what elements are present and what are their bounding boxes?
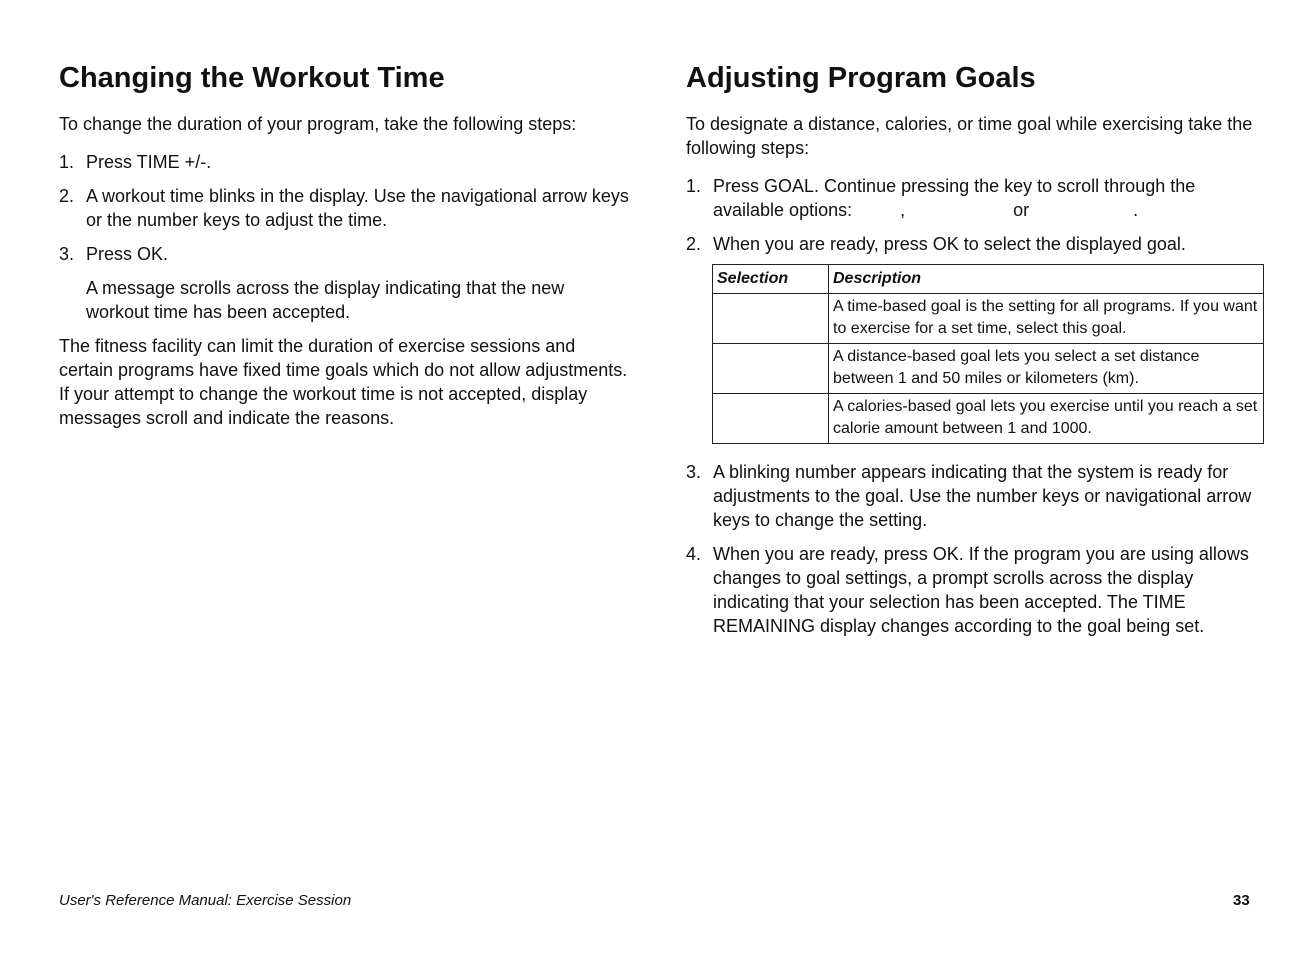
program-goals-steps-continued (686, 460, 1266, 638)
selection-cell (713, 394, 829, 444)
list-item: 2. When you are ready, press OK to select the displayed goal. (686, 234, 1186, 254)
page-number: 33 (1233, 892, 1250, 909)
description-cell: A time-based goal is the setting for all programs. If you want to exercise for a set time, select this goal. (829, 294, 1264, 344)
left-column (59, 58, 629, 430)
selection-cell (713, 294, 829, 344)
list-item: 3. Press OK. (59, 244, 169, 264)
step3-note: A message scrolls across the display indicating that the new workout time has been accepted. (86, 278, 565, 322)
column-header-selection: Selection (713, 265, 829, 294)
table-row (713, 394, 1264, 444)
table-row (713, 344, 1264, 394)
right-column (686, 58, 1266, 648)
list-item: 1. Press TIME +/-. (59, 152, 212, 172)
list-item: 1. Press GOAL. Continue pressing the key to scroll through the available options: , or . (686, 176, 1196, 220)
column-header-description: Description (829, 265, 1264, 294)
workout-time-intro: To change the duration of your program, take the following steps: (59, 114, 577, 134)
selection-cell (713, 344, 829, 394)
list-item: 3. A blinking number appears indicating that the system is ready for adjustments to the goal. Use the number keys or navigational arrow keys to change the setting. (686, 462, 1252, 530)
list-item: 2. A workout time blinks in the display. Use the navigational arrow keys or the number keys to adjust the time. (59, 186, 629, 230)
program-goals-intro: To designate a distance, calories, or time goal while exercising take the following steps: (686, 114, 1253, 158)
footer-manual-title: User's Reference Manual: Exercise Session (59, 892, 352, 909)
table-row (713, 294, 1264, 344)
goal-selection-table (712, 264, 1264, 444)
section-title-workout-time: Changing the Workout Time (59, 62, 445, 94)
workout-time-steps (59, 150, 629, 266)
table-header-row (713, 265, 1264, 294)
description-cell: A distance-based goal lets you select a set distance between 1 and 50 miles or kilometers (km). (829, 344, 1264, 394)
list-item: 4. When you are ready, press OK. If the program you are using allows changes to goal settings, a prompt scrolls across the display indicating that your selection has been accepted. The TIME REMAINING display changes according to the goal being set. (686, 544, 1249, 636)
program-goals-steps (686, 174, 1266, 256)
section-title-program-goals: Adjusting Program Goals (686, 62, 1036, 94)
description-cell: A calories-based goal lets you exercise until you reach a set calorie amount between 1 and 1000. (829, 394, 1264, 444)
workout-time-closing: The fitness facility can limit the duration of exercise sessions and certain programs have fixed time goals which do not allow adjustments. If your attempt to change the workout time is not accepted, display messages scroll and indicate the reasons. (59, 336, 628, 428)
